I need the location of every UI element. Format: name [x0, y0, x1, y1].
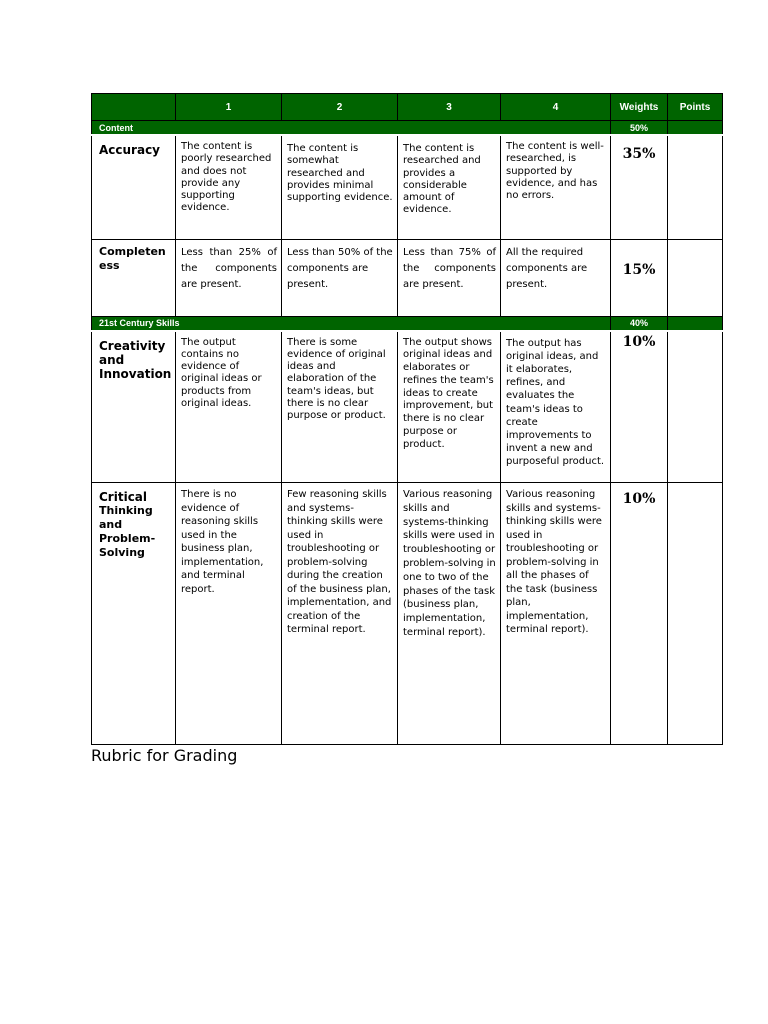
criterion-completeness: Completeness	[92, 239, 176, 316]
level-3-description: Various reasoning skills and systems-thinking skills were used in troubleshooting or problem-solving in one to two of the phases of the task (business plan, implementation, terminal report).	[398, 483, 501, 745]
table-row-critical-thinking	[92, 483, 723, 745]
criterion-line: Thinking and	[99, 504, 153, 531]
level-3-description: Less than 75% of the components are present.	[398, 239, 501, 316]
points-cell[interactable]	[668, 331, 723, 483]
points-cell[interactable]	[668, 483, 723, 745]
section-label: Content	[92, 121, 282, 136]
level-2-description: The content is somewhat researched and provides minimal supporting evidence.	[282, 135, 398, 239]
section-weight: 40%	[611, 316, 668, 331]
level-3-description: The output shows original ideas and elaborates or refines the team's ideas to create improvement, but there is no clear purpose or product.	[398, 331, 501, 483]
section-label: 21st Century Skills	[92, 316, 282, 331]
level-2-description: Few reasoning skills and systems-thinking skills were used in troubleshooting or problem-solving during the creation of the business plan, implementation, and creation of the terminal report.	[282, 483, 398, 745]
table-row-completeness	[92, 239, 723, 316]
header-row	[92, 94, 723, 121]
header-criteria	[92, 94, 176, 121]
criterion-critical-thinking	[92, 483, 176, 745]
level-2-description: Less than 50% of the components are present.	[282, 239, 398, 316]
level-1-description: The content is poorly researched and does not provide any supporting evidence.	[176, 135, 282, 239]
header-level-1: 1	[176, 94, 282, 121]
section-weight: 50%	[611, 121, 668, 136]
weight-value: 15%	[611, 239, 668, 316]
level-3-description: The content is researched and provides a considerable amount of evidence.	[398, 135, 501, 239]
table-row-accuracy	[92, 135, 723, 239]
level-4-description: The content is well-researched, is supported by evidence, and has no errors.	[501, 135, 611, 239]
section-row-21st-century-skills	[92, 316, 723, 331]
level-2-description: There is some evidence of original ideas and elaboration of the team's ideas, but there is no clear purpose or product.	[282, 331, 398, 483]
header-level-4: 4	[501, 94, 611, 121]
points-cell[interactable]	[668, 239, 723, 316]
header-level-2: 2	[282, 94, 398, 121]
level-4-description: All the required components are present.	[501, 239, 611, 316]
level-1-description: The output contains no evidence of original ideas or products from original ideas.	[176, 331, 282, 483]
level-1-description: Less than 25% of the components are present.	[176, 239, 282, 316]
criterion-line: Critical	[99, 490, 148, 504]
level-1-description: There is no evidence of reasoning skills used in the business plan, implementation, and terminal report.	[176, 483, 282, 745]
rubric-table	[91, 93, 723, 745]
table-row-creativity	[92, 331, 723, 483]
criterion-accuracy: Accuracy	[92, 135, 176, 239]
header-level-3: 3	[398, 94, 501, 121]
points-cell[interactable]	[668, 135, 723, 239]
table-caption: Rubric for Grading	[91, 746, 238, 765]
header-weights: Weights	[611, 94, 668, 121]
criterion-creativity: Creativity and Innovation	[92, 331, 176, 483]
weight-value: 10%	[611, 483, 668, 745]
level-4-description: The output has original ideas, and it elaborates, refines, and evaluates the team's ideas to create improvements to invent a new and purposeful product.	[501, 331, 611, 483]
weight-value: 10%	[611, 331, 668, 483]
section-row-content	[92, 121, 723, 136]
header-points: Points	[668, 94, 723, 121]
criterion-line: Problem-Solving	[99, 532, 156, 559]
weight-value: 35%	[611, 135, 668, 239]
level-4-description: Various reasoning skills and systems-thinking skills were used in troubleshooting or problem-solving in all the phases of the task (business plan, implementation, terminal report).	[501, 483, 611, 745]
